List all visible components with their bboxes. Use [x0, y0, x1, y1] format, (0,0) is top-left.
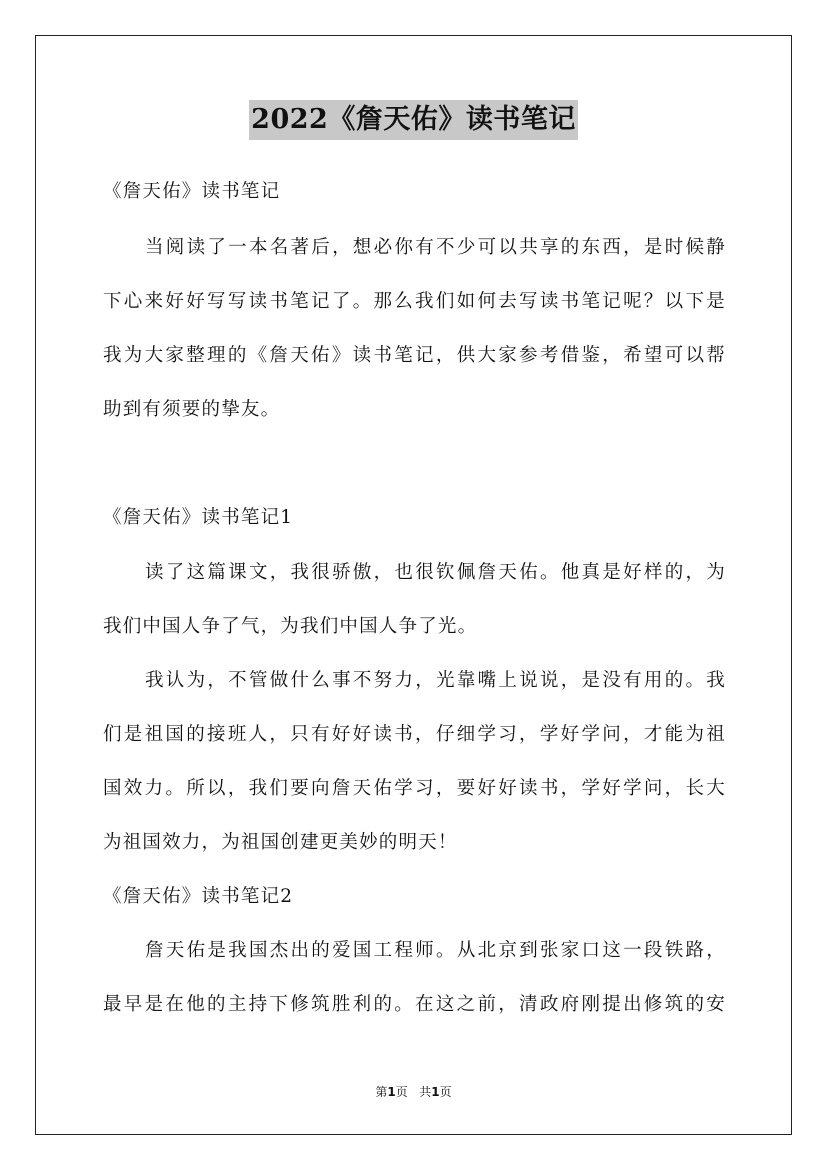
title-block	[0, 100, 827, 140]
page-mid: 页 共	[395, 1085, 432, 1099]
paragraph-line: 詹天佑是我国杰出的爱国工程师。从北京到张家口这一段铁路，	[145, 940, 726, 961]
paragraph-line: 当阅读了一本名著后，想必你有不少可以共享的东西，是时候静	[145, 237, 726, 258]
document-title: 2022《詹天佑》读书笔记	[249, 100, 578, 140]
paragraph-line: 读了这篇课文，我很骄傲，也很钦佩詹天佑。他真是好样的，为	[145, 562, 726, 583]
page-current: 1	[387, 1085, 396, 1099]
page-suffix: 页	[439, 1085, 452, 1099]
paragraph-line: 我为大家整理的《詹天佑》读书笔记，供大家参考借鉴，希望可以帮	[103, 345, 726, 366]
paragraph-line: 助到有须要的挚友。	[103, 399, 281, 420]
page-total: 1	[431, 1085, 440, 1099]
paragraph-line: 们是祖国的接班人，只有好好读书，仔细学习，学好学问，才能为祖	[103, 724, 726, 745]
paragraph-line: 我认为，不管做什么事不努力，光靠嘴上说说，是没有用的。我	[145, 670, 726, 691]
section-heading: 《詹天佑》读书笔记	[103, 181, 281, 202]
paragraph-line: 国效力。所以，我们要向詹天佑学习，要好好读书，学好学问，长大	[103, 778, 726, 799]
page-footer	[0, 1083, 827, 1100]
paragraph-line: 我们中国人争了气，为我们中国人争了光。	[103, 616, 478, 637]
page-prefix: 第	[375, 1085, 388, 1099]
section-heading: 《詹天佑》读书笔记1	[103, 507, 294, 528]
paragraph-line: 下心来好好写写读书笔记了。那么我们如何去写读书笔记呢？以下是	[103, 291, 726, 312]
paragraph-line: 为祖国效力，为祖国创建更美妙的明天！	[103, 832, 458, 853]
paragraph-line: 最早是在他的主持下修筑胜利的。在这之前，清政府刚提出修筑的安	[103, 994, 726, 1015]
section-heading: 《詹天佑》读书笔记2	[103, 886, 294, 907]
